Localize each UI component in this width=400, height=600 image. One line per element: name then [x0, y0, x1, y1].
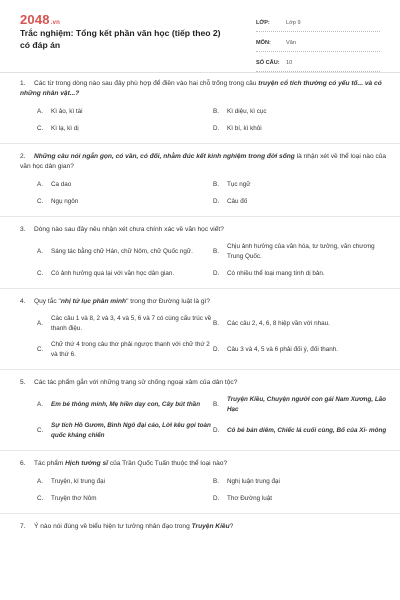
question-segment: ?	[229, 523, 234, 530]
question-segment: là nhận xét về thể loại nào của văn học dân gian?	[20, 153, 387, 170]
question-list	[20, 79, 390, 539]
meta-value: 10	[286, 60, 293, 66]
question-emphasis: Hịch tướng sĩ	[65, 460, 108, 467]
question-text	[20, 522, 390, 532]
answer-option[interactable]	[213, 268, 389, 279]
answer-options	[37, 314, 390, 360]
meta-row-class	[256, 15, 380, 32]
answer-option[interactable]	[37, 196, 213, 207]
question-segment: Tác phẩm	[34, 460, 66, 467]
question-text	[20, 79, 390, 99]
question-item	[20, 152, 390, 207]
option-key: D.	[213, 124, 220, 132]
meta-row-subject	[256, 35, 380, 52]
answer-option[interactable]	[213, 421, 389, 441]
option-key: A.	[37, 107, 43, 115]
option-text: Ca dao	[51, 180, 72, 188]
meta-value: Lớp 9	[286, 20, 301, 26]
logo-text: 2048	[20, 12, 50, 27]
question-segment: Dòng nào sau đây nêu nhận xét chưa chính xác về văn học viết?	[34, 226, 224, 233]
option-text: Truyện, kí trung đại	[51, 477, 106, 485]
option-key: C.	[37, 269, 44, 277]
question-text	[20, 459, 390, 469]
question-number: 5.	[20, 379, 26, 386]
logo-tld: .vn	[50, 20, 61, 26]
option-text: Kì lạ, kì dị	[51, 124, 79, 132]
question-emphasis: Những câu nói ngắn gọn, có vần, có đối, nhằm đúc kết kinh nghiệm trong đời sống	[34, 153, 295, 160]
meta-value: Văn	[286, 40, 296, 46]
answer-option[interactable]	[37, 476, 213, 487]
option-text: Câu 3 và 4, 5 và 6 phải đối ý, đối thanh.	[227, 346, 338, 353]
answer-option[interactable]	[213, 395, 389, 415]
answer-option[interactable]	[213, 314, 389, 334]
answer-option[interactable]	[37, 123, 213, 134]
answer-options	[37, 106, 390, 134]
question-text	[20, 152, 390, 172]
option-key: D.	[213, 427, 220, 434]
answer-options	[37, 476, 390, 504]
meta-label: MÔN:	[256, 40, 271, 46]
option-key: C.	[37, 494, 44, 502]
answer-option[interactable]	[37, 268, 213, 279]
option-key: B.	[213, 107, 219, 115]
option-text: Kì diệu, kì cục	[227, 107, 267, 115]
option-text: Chịu ảnh hưởng của văn hóa, tư tưởng, văn chương Trung Quốc.	[227, 243, 375, 260]
option-key: C.	[37, 124, 44, 132]
option-text: Cô bé bán diêm, Chiếc lá cuối cùng, Bố của Xi- mông	[227, 427, 387, 434]
option-text: Sự tích Hồ Gươm, Bình Ngô đại cáo, Lời kêu gọi toàn quốc kháng chiến	[51, 422, 211, 439]
page-title: Trắc nghiệm: Tổng kết phần văn học (tiếp theo 2) có đáp án	[20, 28, 221, 50]
answer-option[interactable]	[37, 395, 213, 415]
option-key: A.	[37, 401, 43, 408]
question-divider	[0, 288, 400, 289]
question-item	[20, 378, 390, 441]
option-text: Kì bí, kì khôi	[227, 124, 262, 132]
option-key: A.	[37, 248, 43, 255]
answer-option[interactable]	[213, 340, 389, 360]
question-text	[20, 225, 390, 235]
answer-option[interactable]	[213, 242, 389, 262]
answer-options	[37, 395, 390, 441]
option-key: D.	[213, 197, 220, 205]
option-key: B.	[213, 320, 219, 327]
option-text: Nghị luận trung đại	[227, 477, 280, 485]
question-item	[20, 79, 390, 134]
meta-row-count	[256, 55, 380, 72]
header-divider	[0, 72, 400, 73]
answer-option[interactable]	[213, 106, 389, 117]
option-text: Truyện Kiều, Chuyện người con gái Nam Xương, Lão Hạc	[227, 396, 387, 413]
question-segment: Quy tắc "	[34, 298, 61, 305]
question-divider	[0, 143, 400, 144]
answer-option[interactable]	[37, 179, 213, 190]
option-text: Các câu 1 và 8, 2 và 3, 4 và 5, 6 và 7 có cùng cấu trúc về thanh điệu.	[51, 315, 212, 332]
option-text: Thơ Đường luật	[227, 494, 273, 502]
option-key: B.	[213, 477, 219, 485]
option-text: Có nhiều thể loại mang tính dị bản.	[227, 269, 325, 277]
option-key: C.	[37, 427, 44, 434]
option-key: D.	[213, 346, 220, 353]
option-text: Câu đố	[227, 197, 248, 205]
question-emphasis: Truyện Kiều	[191, 523, 230, 530]
question-segment: Các từ trong dòng nào sau đây phù hợp để điền vào hai chỗ trống trong câu	[34, 80, 259, 87]
site-logo[interactable]	[20, 12, 60, 27]
option-key: B.	[213, 401, 219, 408]
question-emphasis: nhị tứ lục phân minh	[60, 298, 127, 305]
option-key: B.	[213, 248, 219, 255]
option-key: B.	[213, 180, 219, 188]
question-item	[20, 459, 390, 504]
answer-option[interactable]	[37, 493, 213, 504]
question-segment: của Trần Quốc Tuấn thuộc thể loại nào?	[108, 460, 228, 467]
answer-option[interactable]	[213, 493, 389, 504]
question-item	[20, 297, 390, 360]
question-divider	[0, 450, 400, 451]
answer-option[interactable]	[213, 123, 389, 134]
question-segment: " trong thơ Đường luật là gì?	[126, 298, 211, 305]
question-number: 1.	[20, 80, 26, 87]
meta-label: LỚP:	[256, 20, 270, 26]
answer-option[interactable]	[213, 476, 389, 487]
option-key: C.	[37, 346, 44, 353]
option-text: Chữ thứ 4 trong câu thơ phải ngược thanh với chữ thứ 2 và thứ 6.	[51, 341, 210, 358]
option-text: Kì ảo, kì tài	[51, 107, 83, 115]
question-emphasis: truyện cổ tích thường có yếu tố... và có những nhân vật...?	[20, 80, 382, 97]
answer-option[interactable]	[213, 196, 389, 207]
answer-option[interactable]	[37, 106, 213, 117]
meta-label: SỐ CÂU:	[256, 60, 280, 66]
option-text: Truyện thơ Nôm	[51, 494, 97, 502]
question-number: 4.	[20, 298, 26, 305]
option-key: D.	[213, 494, 220, 502]
question-divider	[0, 513, 400, 514]
question-segment: Ý nào nói đúng về biểu hiện tư tưởng nhân đạo trong	[34, 523, 192, 530]
question-number: 3.	[20, 226, 26, 233]
answer-option[interactable]	[213, 179, 389, 190]
option-key: A.	[37, 320, 43, 327]
option-text: Sáng tác bằng chữ Hán, chữ Nôm, chữ Quốc ngữ.	[51, 248, 193, 255]
answer-option[interactable]	[37, 421, 213, 441]
question-divider	[0, 369, 400, 370]
question-number: 6.	[20, 460, 26, 467]
question-text	[20, 297, 390, 307]
option-text: Ngụ ngôn	[51, 197, 79, 205]
option-text: Có ảnh hưởng qua lại với văn học dân gian.	[51, 269, 175, 277]
answer-options	[37, 242, 390, 279]
answer-options	[37, 179, 390, 207]
question-text	[20, 378, 390, 388]
option-key: D.	[213, 269, 220, 277]
question-divider	[0, 216, 400, 217]
option-key: A.	[37, 180, 43, 188]
answer-option[interactable]	[37, 242, 213, 262]
option-text: Các câu 2, 4, 6, 8 hiệp vần với nhau.	[227, 320, 330, 327]
option-key: C.	[37, 197, 44, 205]
question-number: 2.	[20, 153, 26, 160]
page-header	[0, 0, 400, 66]
question-item	[20, 225, 390, 279]
question-number: 7.	[20, 523, 26, 530]
option-text: Tục ngữ	[227, 180, 251, 188]
question-segment: Các tác phẩm gắn với những trang sử chống ngoại xâm của dân tộc?	[34, 379, 238, 386]
answer-option[interactable]	[37, 314, 213, 334]
option-key: A.	[37, 477, 43, 485]
question-item	[20, 522, 390, 532]
option-text: Em bé thông minh, Mẹ hiền dạy con, Cây bút thần	[51, 401, 201, 408]
quiz-meta	[256, 15, 380, 72]
answer-option[interactable]	[37, 340, 213, 360]
